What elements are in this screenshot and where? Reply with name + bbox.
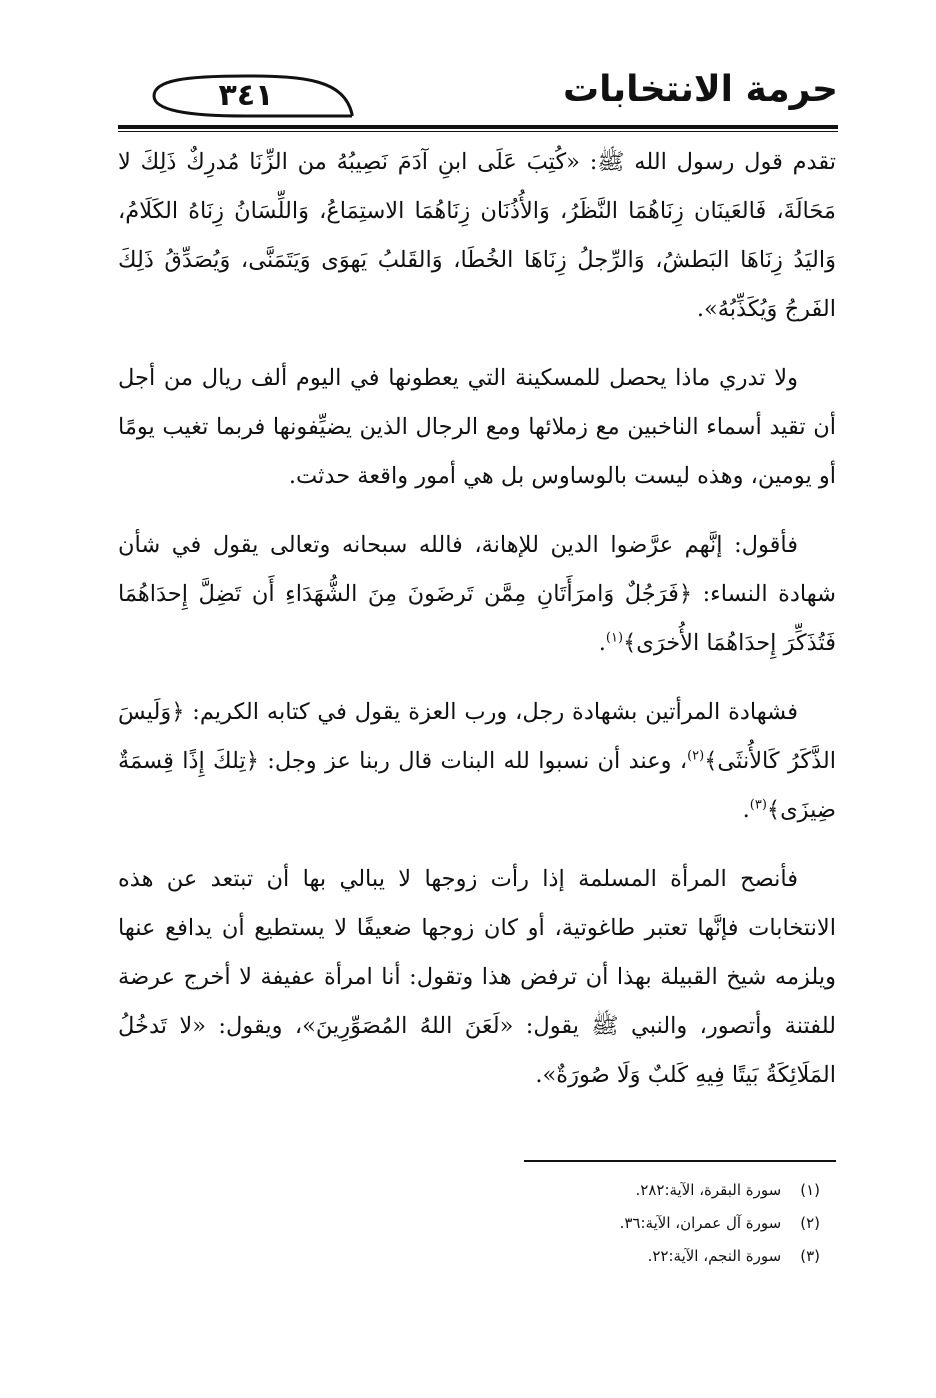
footnote-text: سورة آل عمران، الآية:٣٦.	[619, 1214, 782, 1232]
footnote-2	[440, 1207, 820, 1240]
paragraph-testimony	[118, 521, 836, 668]
page-number: ٣٤١	[218, 78, 274, 113]
footnote-number: (١)	[800, 1181, 820, 1199]
page-number-frame	[146, 74, 356, 118]
paragraph-tail: .	[598, 630, 606, 656]
header-rule-thick	[118, 125, 838, 129]
paragraph-text: ولا تدري ماذا يحصل للمسكينة التي يعطونها في اليوم ألف ريال من أجل أن تقيد أسماء الناخبين مع زملائها ومع الرجال الذين يضيِّفونها فربما تغيب يومًا أو يومين، وهذه ليست بالوساوس بل هي أمور واقعة حدثت.	[118, 365, 836, 489]
paragraph-tail: .	[742, 797, 750, 823]
footnote-1	[440, 1174, 820, 1207]
footnote-ref-3: (٣)	[749, 797, 767, 813]
footnote-text: سورة البقرة، الآية:٢٨٢.	[635, 1181, 782, 1199]
footnote-3	[440, 1240, 820, 1273]
footnotes	[440, 1174, 820, 1273]
footnote-text: سورة النجم، الآية:٢٢.	[647, 1247, 782, 1265]
body-text	[118, 138, 836, 1100]
running-header	[118, 60, 838, 130]
paragraph-text: فشهادة المرأتين بشهادة رجل، ورب العزة يقول في كتابه الكريم: ﴿وَلَيسَ الذَّكَرُ كَالأُنثَى﴾	[118, 699, 836, 774]
footnote-number: (٢)	[800, 1214, 820, 1232]
paragraph-text: فأنصح المرأة المسلمة إذا رأت زوجها لا يبالي بها أن تبتعد عن هذه الانتخابات فإنَّها تعتبر طاغوتية، أو كان زوجها ضعيفًا لا يستطيع أن يدافع عنها ويلزمه شيخ القبيلة بهذا أن ترفض هذا وتقول: أنا امرأة عفيفة لا أخرج عرضة للفتنة وأتصور، والنبي ﷺ يقول: «لَعَنَ اللهُ المُصَوِّرِينَ»، ويقول: «لا تَدخُلُ المَلَائِكَةُ بَيتًا فِيهِ كَلبٌ وَلَا صُورَةٌ».	[118, 866, 836, 1088]
paragraph-text: تقدم قول رسول الله ﷺ: «كُتِبَ عَلَى ابنِ آدَمَ نَصِيبُهُ من الزِّنَا مُدرِكٌ ذَلِكَ لا مَحَالَةَ، فَالعَينَان زِنَاهُمَا النَّظَرُ، وَالأُذُنَان زِنَاهُمَا الاستِمَاعُ، وَاللِّسَانُ زِنَاهُ الكَلَامُ، وَاليَدُ زِنَاهَا البَطشُ، وَالرِّجلُ زِنَاهَا الخُطَا، وَالقَلبُ يَهوَى وَيَتَمَنَّى، وَيُصَدِّقُ ذَلِكَ الفَرجُ وَيُكَذِّبُهُ».	[118, 149, 836, 322]
paragraph-elections-worker	[118, 354, 836, 501]
paragraph-advice	[118, 855, 836, 1100]
footnote-ref-1: (١)	[605, 630, 624, 646]
paragraph-tail: ، وعند أن نسبوا لله البنات قال ربنا عز وجل: ﴿تِلكَ إِذًا قِسمَةٌ ضِيزَى﴾	[118, 748, 836, 823]
paragraph-two-women	[118, 688, 836, 835]
paragraph-text: فأقول: إنَّهم عرَّضوا الدين للإهانة، فالله سبحانه وتعالى يقول في شأن شهادة النساء: ﴿فَرَجُلٌ وَامرَأَتَانِ مِمَّن تَرضَونَ مِنَ الشُّهَدَاءِ أَن تَضِلَّ إِحدَاهُمَا فَتُذَكِّرَ إِحدَاهُمَا الأُخرَى﴾	[118, 532, 836, 656]
paragraph-hadith	[118, 138, 836, 334]
footnote-separator	[524, 1160, 836, 1162]
footnote-ref-2: (٢)	[687, 748, 705, 764]
book-title: حرمة الانتخابات	[562, 69, 838, 110]
footnote-number: (٣)	[800, 1247, 820, 1265]
header-rule-thin	[118, 131, 838, 132]
